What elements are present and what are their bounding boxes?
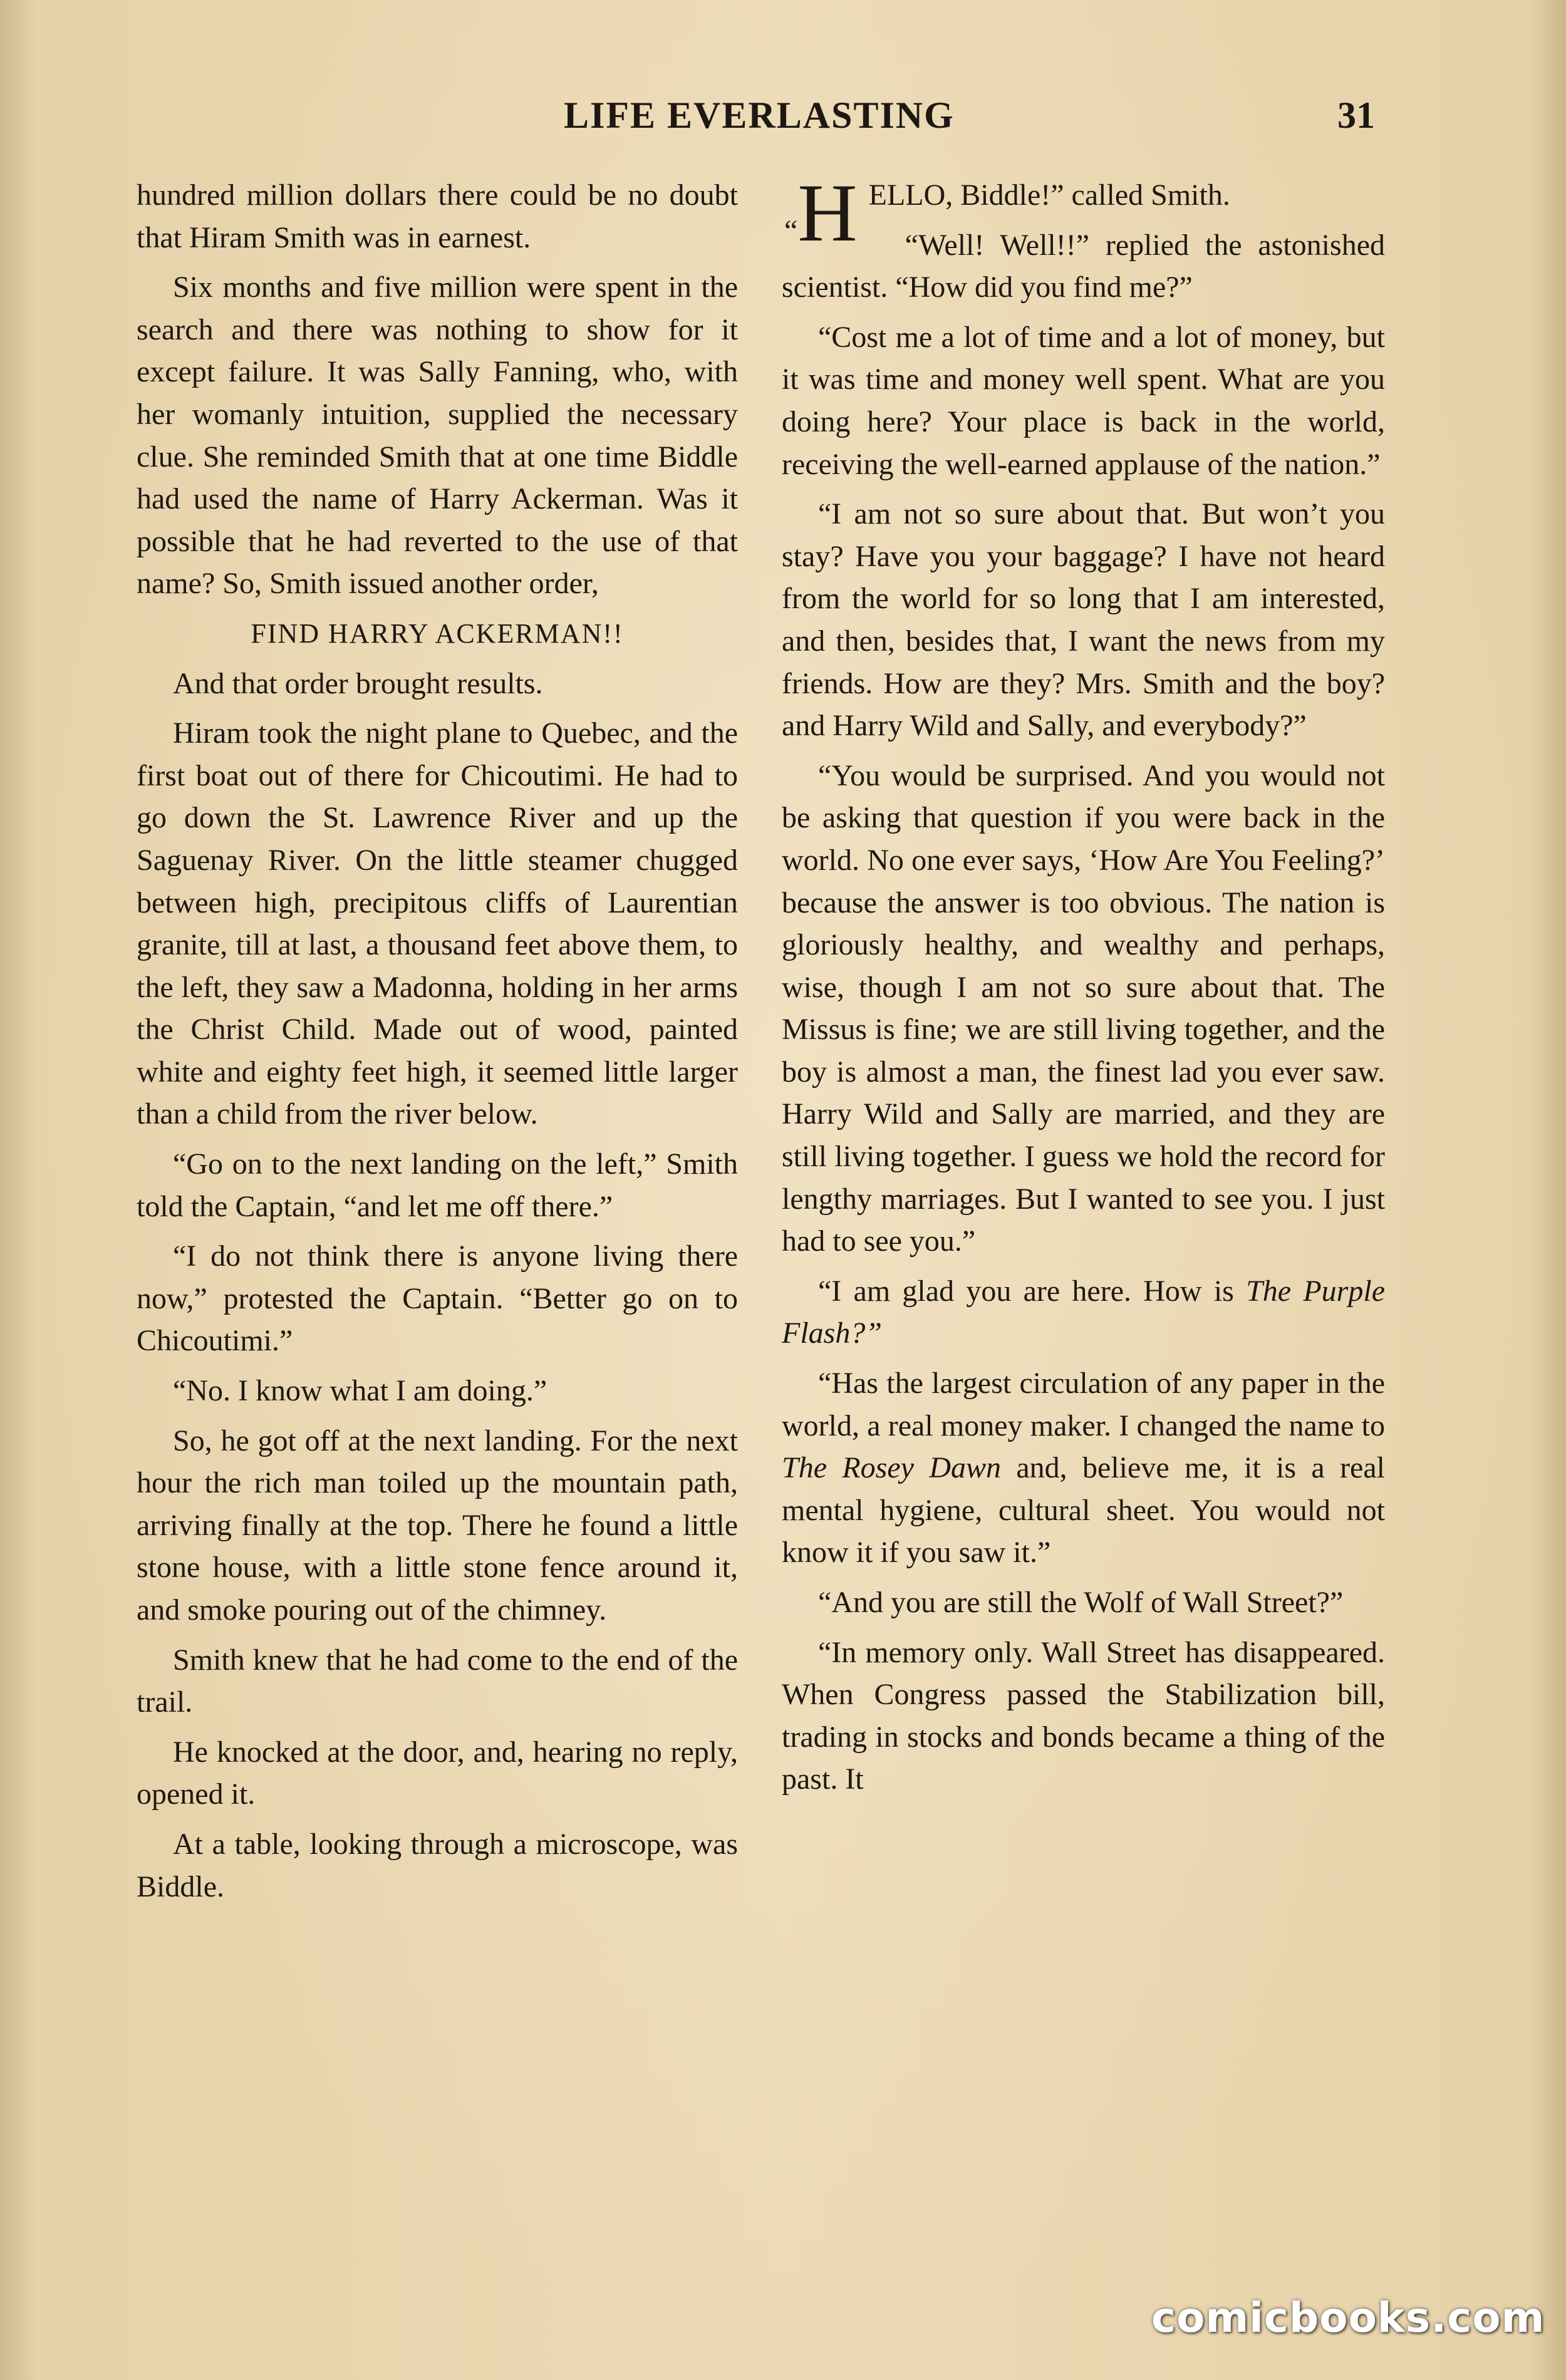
running-title: LIFE EVERLASTING [564, 95, 955, 136]
drop-cap-letter: H [797, 167, 858, 259]
paragraph: “I am not so sure about that. But won’t you stay? Have you your baggage? I have not heard from the world for so long that I am interested, and then, besides that, I want the news from my friends. How are they? Mrs. Smith and the boy? and Harry Wild and Sally, and everybody?” [782, 497, 1385, 743]
title-italic: The Purple Flash?” [782, 1274, 1385, 1350]
paragraph: At a table, looking through a microscope, was Biddle. [137, 1827, 738, 1903]
title-italic: The Rosey Dawn [782, 1451, 1002, 1485]
paragraph: “You would be surprised. And you would not be asking that question if you were back in the world. No one ever says, ‘How Are You Feeling?’ because the answer is too obvious. The nation is gloriously healthy, and wealthy and perhaps, wise, though I am not so sure about that. The Missus is fine; we are still living together, and the boy is almost a man, the finest lad you ever saw. Harry Wild and Sally are married, and they are still living together. I guess we hold the record for lengthy marriages. But I wanted to see you. I just had to see you.” [782, 758, 1385, 1258]
paragraph: And that order brought results. [173, 666, 543, 700]
paragraph: So, he got off at the next landing. For the next hour the rich man toiled up the mountain path, arriving finally at the top. There he found a little stone house, with a little stone fence around it, and smoke pouring out of the chimney. [137, 1424, 738, 1627]
watermark: comicbooks.com [1151, 2294, 1545, 2342]
paragraph: Smith knew that he had come to the end of the trail. [137, 1643, 738, 1719]
drop-cap-quote: “ [784, 214, 798, 247]
paragraph-text: “Has the largest circulation of any paper in the world, a real money maker. I changed the name to [782, 1367, 1385, 1442]
paragraph [782, 1362, 1385, 1574]
paragraph: “In memory only. Wall Street has disappeared. When Congress passed the Stabilization bill, trading in stocks and bonds became a thing of the past. It [782, 1635, 1385, 1796]
page-number: 31 [1337, 95, 1375, 136]
right-column [782, 167, 1385, 1808]
paragraph: He knocked at the door, and, hearing no reply, opened it. [137, 1735, 738, 1811]
paragraph: Six months and five million were spent in the search and there was nothing to show for it except failure. It was Sally Fanning, who, with her womanly intuition, supplied the necessary clue. She reminded Smith that at one time Biddle had used the name of Harry Ackerman. Was it possible that he had reverted to the use of that name? So, Smith issued another order, [137, 271, 738, 601]
paragraph: “I do not think there is anyone living there now,” protested the Captain. “Better go on to Chicoutimi.” [137, 1239, 738, 1358]
paragraph: “And you are still the Wolf of Wall Street?” [818, 1586, 1344, 1619]
paragraph: Hiram took the night plane to Quebec, and the first boat out of there for Chicoutimi. He had to go down the St. Lawrence River and up the Saguenay River. On the little steamer chugged between high, precipitous cliffs of Laurentian granite, till at last, a thousand feet above them, to the left, they saw a Madonna, holding in her arms the Christ Child. Made out of wood, painted white and eighty feet high, it seemed little larger than a child from the river below. [137, 717, 738, 1131]
opening-paragraph [782, 167, 1385, 259]
paragraph: “Cost me a lot of time and a lot of money, but it was time and money well spent. What are you doing here? Your place is back in the world, receiving the well-earned applause of the nation.” [782, 320, 1385, 481]
paragraph: “Go on to the next landing on the left,” Smith told the Captain, “and let me off there.” [137, 1147, 738, 1223]
paragraph-text: and, believe me, it is a real mental hygiene, cultural sheet. You would not know it if you saw it.” [782, 1451, 1385, 1570]
left-column [137, 174, 738, 1915]
paragraph-text: “I am glad you are here. How is [818, 1274, 1247, 1308]
paragraph: “No. I know what I am doing.” [173, 1374, 547, 1408]
running-head [0, 94, 1566, 144]
paragraph [782, 1270, 1385, 1355]
paragraph: “Well! Well!!” replied the astonished scientist. “How did you find me?” [782, 228, 1385, 304]
drop-cap [784, 167, 858, 266]
order-line: FIND HARRY ACKERMAN!! [251, 618, 624, 649]
opening-text: ELLO, Biddle!” called Smith. [868, 178, 1230, 212]
paragraph: hundred million dollars there could be no doubt that Hiram Smith was in earnest. [137, 178, 738, 254]
